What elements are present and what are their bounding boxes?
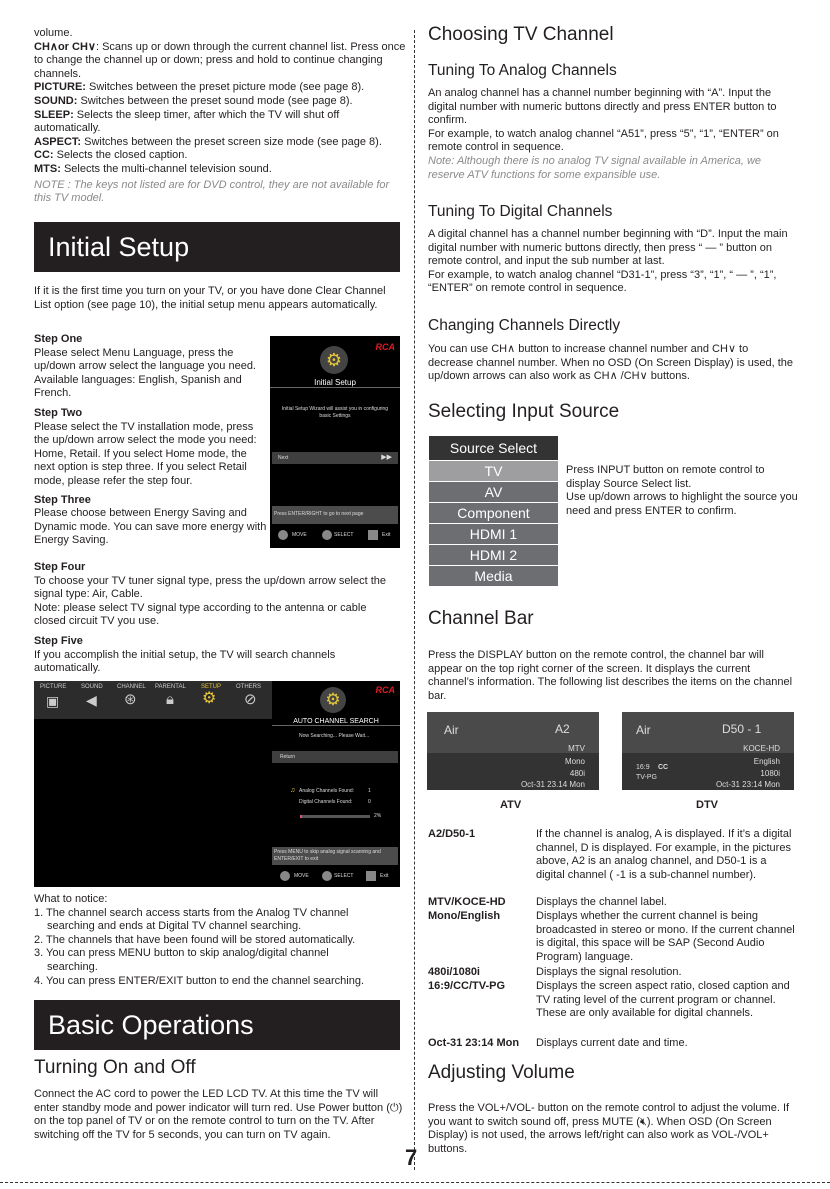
intro-volume: volume. [34, 27, 73, 39]
picture-label: PICTURE: [34, 81, 86, 94]
digital-found-label: Digital Channels Found: [299, 799, 353, 805]
input-source-text: Press INPUT button on remote control to display Source Select list. Use up/down arrows to highlight the source you need and press ENTER to confirm. [566, 464, 798, 517]
dtv-caption: DTV [696, 799, 718, 811]
input-source-heading: Selecting Input Source [428, 401, 620, 422]
search-progress-fill [300, 815, 302, 818]
tab-picture: PICTURE [40, 684, 67, 690]
intro-sound [34, 95, 406, 109]
osd-search-hint-bar [272, 847, 398, 865]
ch-down-label: or CH [57, 40, 88, 53]
source-item-hdmi2[interactable]: HDMI 2 [429, 545, 558, 565]
def-value: If the channel is analog, A is displayed. If it’s a digital channel, D is displayed. For example, in the pictures above, A2 is an analog channel, and D50-1 is a digital channel ( -1 is a sub-channel number). [536, 828, 792, 881]
osd-hint-bar [272, 506, 398, 524]
steps-4-5 [34, 561, 400, 676]
dtv-audio: English [753, 757, 780, 766]
osd-search-title: AUTO CHANNEL SEARCH [293, 718, 379, 725]
sound-label: SOUND: [34, 94, 78, 107]
turning-on-off-text [34, 1088, 404, 1142]
intro-aspect [34, 136, 406, 150]
source-select-menu [429, 436, 558, 586]
turning-on-off-heading: Turning On and Off [34, 1057, 196, 1078]
dtv-cc: CC [658, 764, 669, 771]
volume-text-1: Press the VOL+/VOL- button on the remote control to adjust the volume. If you want to switch sound off, press MUTE ( [428, 1102, 790, 1128]
dtv-aspect: 16:9 [636, 764, 650, 771]
atv-type: Air [444, 723, 459, 737]
def-value: Displays the screen aspect ratio, closed caption and TV rating level of the current program or channel. These are only available for digital channels. [536, 980, 790, 1020]
source-item-hdmi1[interactable]: HDMI 1 [429, 524, 558, 544]
step5-text: If you accomplish the initial setup, the TV will search channels automatically. [34, 648, 336, 675]
tab-sound: SOUND [81, 684, 103, 690]
ch-text: : Scans up or down through the current channel list. Press once to change the channel up or down; press and hold to continue changing channels. [34, 40, 406, 80]
notice-item: 2. The channels that have been found will be stored automatically. [34, 933, 356, 946]
def-key: Oct-31 23:14 Mon [428, 1037, 520, 1049]
analog-note: Note: Although there is no analog TV signal available in America, we reserve ATV functions for some expansible use. [428, 154, 762, 181]
mts-text: Selects the multi-channel television sound. [60, 162, 272, 175]
intro-note: NOTE : The keys not listed are for DVD control, they are not available for this TV model. [34, 178, 390, 205]
osd-search-exit: Exit [380, 873, 389, 879]
tab-channel: CHANNEL [117, 684, 146, 690]
channel-search-osd [34, 681, 400, 887]
power-text-2: ) on the top panel of TV or on the remote control to turn on the TV. After switching off the TV for 5 seconds, you can turn on TV again. [34, 1101, 403, 1141]
adjusting-volume-heading: Adjusting Volume [428, 1062, 575, 1083]
others-icon: ⊘ [244, 691, 257, 708]
channel-bar-text: Press the DISPLAY button on the remote control, the channel bar will appear on the top right corner of the screen. It displays the current channel’s information. The following list describes the items on the channel bar. [428, 649, 793, 702]
step1-title: Step One [34, 333, 83, 345]
initial-setup-banner: Initial Setup [34, 222, 400, 272]
osd-return: Return [280, 754, 296, 760]
step1-text: Please select Menu Language, press the up/down arrow select the language you need. Available languages: English, Spanish and French. [34, 346, 256, 400]
notice-item: 4. You can press ENTER/EXIT button to end the channel searching. [34, 974, 365, 987]
step5-title: Step Five [34, 634, 83, 647]
def-value: Displays current date and time. [536, 1037, 688, 1049]
atv-channel-bar [427, 712, 599, 790]
atv-caption: ATV [500, 799, 522, 811]
step3-text: Please choose between Energy Saving and Dynamic mode. You can save more energy with Energy Saving. [34, 507, 267, 547]
chevron-down-icon: ∨ [87, 40, 96, 53]
speaker-icon: ◀ [86, 692, 97, 708]
cc-text: Selects the closed caption. [53, 149, 188, 162]
exit-icon [368, 530, 378, 540]
osd-select: SELECT [334, 532, 354, 538]
tab-others: OTHERS [236, 684, 262, 690]
osd-return-row [272, 751, 398, 763]
dtv-channel: D50 - 1 [722, 722, 762, 736]
osd-next-label: Next [278, 455, 289, 461]
step4-text2: Note: please select TV signal type according to the antenna or cable closed circuit TV you use. [34, 601, 367, 628]
notice-list [34, 893, 404, 988]
move-icon [280, 871, 290, 881]
exit-icon [366, 871, 376, 881]
satellite-icon: ⊛ [124, 691, 137, 708]
notice-item: searching. [47, 960, 98, 973]
tab-setup: SETUP [201, 684, 222, 690]
analog-example: For example, to watch analog channel “A51”, press “5”, “1”, “ENTER” on remote control in sequence. [428, 127, 779, 154]
sleep-text: Selects the sleep timer, after which the TV will shut off automatically. [34, 108, 340, 135]
steps-1-3 [34, 333, 268, 548]
adjusting-volume-text [428, 1102, 798, 1156]
step4-title: Step Four [34, 561, 86, 573]
step2-title: Step Two [34, 406, 83, 419]
mts-label: MTS: [34, 162, 61, 175]
dtv-time: Oct-31 23:14 Mon [715, 780, 780, 789]
def-value: Displays the channel label. [536, 896, 667, 908]
music-note-icon: ♫ [290, 787, 296, 794]
analog-found-value: 1 [368, 788, 371, 794]
select-icon [322, 530, 332, 540]
step2-text: Please select the TV installation mode, press the up/down arrow select the mode you need: Home, Retail. If you select Home mode, the next option is step three. If you select Retail mode, please refer the step four. [34, 420, 257, 487]
def-key: 16:9/CC/TV-PG [428, 980, 506, 992]
osd-setup-desc: Initial Setup Wizard will assist you in configuring basic Settings [281, 406, 389, 419]
def-key: MTV/KOCE-HD [428, 896, 506, 908]
volume-text-2: ). When OSD (On Screen Display) is not used, the arrows left/right can also work as VOL-/VOL+ buttons. [428, 1115, 772, 1155]
def-key: Mono/English [428, 910, 501, 922]
ch-up-label: CH [34, 40, 50, 53]
page-number: 7 [405, 1145, 418, 1170]
channel-bar-heading: Channel Bar [428, 608, 534, 629]
intro-sleep [34, 109, 406, 136]
atv-time: Oct-31 23.14 Mon [520, 780, 585, 789]
intro-ch [34, 41, 406, 82]
sleep-label: SLEEP: [34, 108, 74, 121]
analog-text: An analog channel has a channel number beginning with “A”. Input the digital number with numeric buttons directly and press ENTER button to confirm. [428, 87, 777, 127]
analog-found-label: Analog Channels Found: [299, 788, 355, 794]
dtv-rating: TV-PG [636, 774, 658, 781]
osd-searching: Now Searching... Please Wait... [299, 733, 370, 739]
gear-icon: ⚙ [202, 690, 217, 707]
cc-label: CC: [34, 149, 54, 162]
source-menu-title: Source Select [429, 436, 558, 460]
direct-text: You can use CH∧ button to increase channel number and CH∨ to decrease channel number. When no OSD (On Screen Display) is used, the up/down arrows can also work as CH∧ /CH∨ buttons. [428, 343, 794, 383]
initial-setup-osd [270, 336, 400, 548]
initial-setup-intro: If it is the first time you turn on your TV, or you have done Clear Channel List option (see page 10), the initial setup menu appears automatically. [34, 285, 386, 311]
dtv-resolution: 1080i [760, 769, 780, 778]
power-text-1: Connect the AC cord to power the LED LCD TV. At this time the TV will enter standby mode and power indicator will turn red. Use Power button ( [34, 1088, 390, 1114]
sound-text: Switches between the preset sound mode (see page 8). [77, 94, 353, 107]
notice-title: What to notice: [34, 893, 108, 905]
rca-logo: RCA [375, 342, 395, 352]
dtv-type: Air [636, 723, 651, 737]
mute-icon: 🔇︎ [639, 1115, 647, 1128]
chevron-up-icon: ∧ [49, 40, 58, 53]
osd-move: MOVE [292, 532, 307, 538]
move-icon [278, 530, 288, 540]
tv-icon: ▣ [46, 693, 60, 709]
select-icon [322, 871, 332, 881]
def-key: A2/D50-1 [428, 828, 476, 840]
rca-logo: RCA [375, 685, 395, 695]
atv-label: MTV [568, 744, 585, 753]
analog-section [428, 87, 796, 182]
source-item-tv[interactable]: TV [429, 461, 558, 481]
digital-example: For example, to watch analog channel “D31-1”, press “3”, “1”, “ — ”, “1”, “ENTER” on remote control in sequence. [428, 268, 777, 295]
aspect-label: ASPECT: [34, 135, 82, 148]
digital-heading: Tuning To Digital Channels [428, 203, 613, 220]
digital-section [428, 228, 796, 296]
digital-text: A digital channel has a channel number beginning with “D”. Input the main digital number with numeric buttons directly, then press “ — ” button on remote control, and input the sub number at last. [428, 228, 788, 268]
source-item-av[interactable]: AV [429, 482, 558, 502]
osd-next-row [272, 452, 398, 464]
basic-operations-banner: Basic Operations [34, 1000, 400, 1050]
source-item-media[interactable]: Media [429, 566, 558, 586]
osd-search-move: MOVE [294, 873, 309, 879]
step3-title: Step Three [34, 493, 91, 506]
direct-heading: Changing Channels Directly [428, 317, 621, 334]
notice-item: 3. You can press MENU button to skip analog/digital channel [34, 947, 329, 960]
page-bottom-rule [0, 1182, 830, 1183]
source-item-component[interactable]: Component [429, 503, 558, 523]
osd-hint: Press ENTER/RIGHT to go to next page [274, 511, 364, 517]
lock-icon: 🔒︎ [166, 691, 174, 708]
column-divider [414, 30, 415, 1170]
intro-picture [34, 81, 406, 95]
def-value: Displays the signal resolution. [536, 966, 682, 978]
atv-audio: Mono [564, 757, 585, 766]
osd-search-hint: Press MENU to skip analog signal scanning and ENTER/EXIT to exit [274, 849, 381, 862]
analog-heading: Tuning To Analog Channels [428, 62, 617, 79]
picture-text: Switches between the preset picture mode (see page 8). [85, 81, 365, 94]
atv-channel: A2 [555, 722, 570, 736]
tab-parental: PARENTAL [155, 684, 186, 690]
aspect-text: Switches between the preset screen size mode (see page 8). [81, 135, 382, 148]
osd-search-select: SELECT [334, 873, 354, 879]
dtv-label: KOCE-HD [743, 744, 780, 753]
search-gear-icon: ⚙ [320, 687, 346, 713]
notice-item: 1. The channel search access starts from the Analog TV channel [34, 906, 349, 919]
notice-item: searching and ends at Digital TV channel searching. [47, 920, 302, 933]
choosing-channel-heading: Choosing TV Channel [428, 24, 614, 45]
osd-tab-bar [34, 681, 272, 719]
power-icon: ⏻ [389, 1101, 399, 1114]
def-key: 480i/1080i [428, 966, 480, 978]
search-progress-text: 2% [374, 813, 382, 819]
gear-icon: ⚙ [320, 346, 348, 374]
step4-text1: To choose your TV tuner signal type, press the up/down arrow select the signal type: Air, Cable. [34, 574, 386, 601]
left-intro [34, 27, 406, 206]
search-progress-bar [300, 815, 370, 818]
dtv-channel-bar [622, 712, 794, 790]
osd-exit: Exit [382, 532, 391, 538]
def-value: Displays whether the current channel is being broadcasted in stereo or mono. If the current channel is digital, this space will be SAP (Second Audio Program) language. [536, 910, 795, 963]
intro-cc [34, 149, 406, 163]
intro-mts [34, 163, 406, 177]
atv-resolution: 480i [569, 769, 585, 778]
fast-forward-icon: ▶▶ [381, 454, 392, 461]
digital-found-value: 0 [368, 799, 371, 805]
osd-setup-title: Initial Setup [314, 378, 356, 387]
